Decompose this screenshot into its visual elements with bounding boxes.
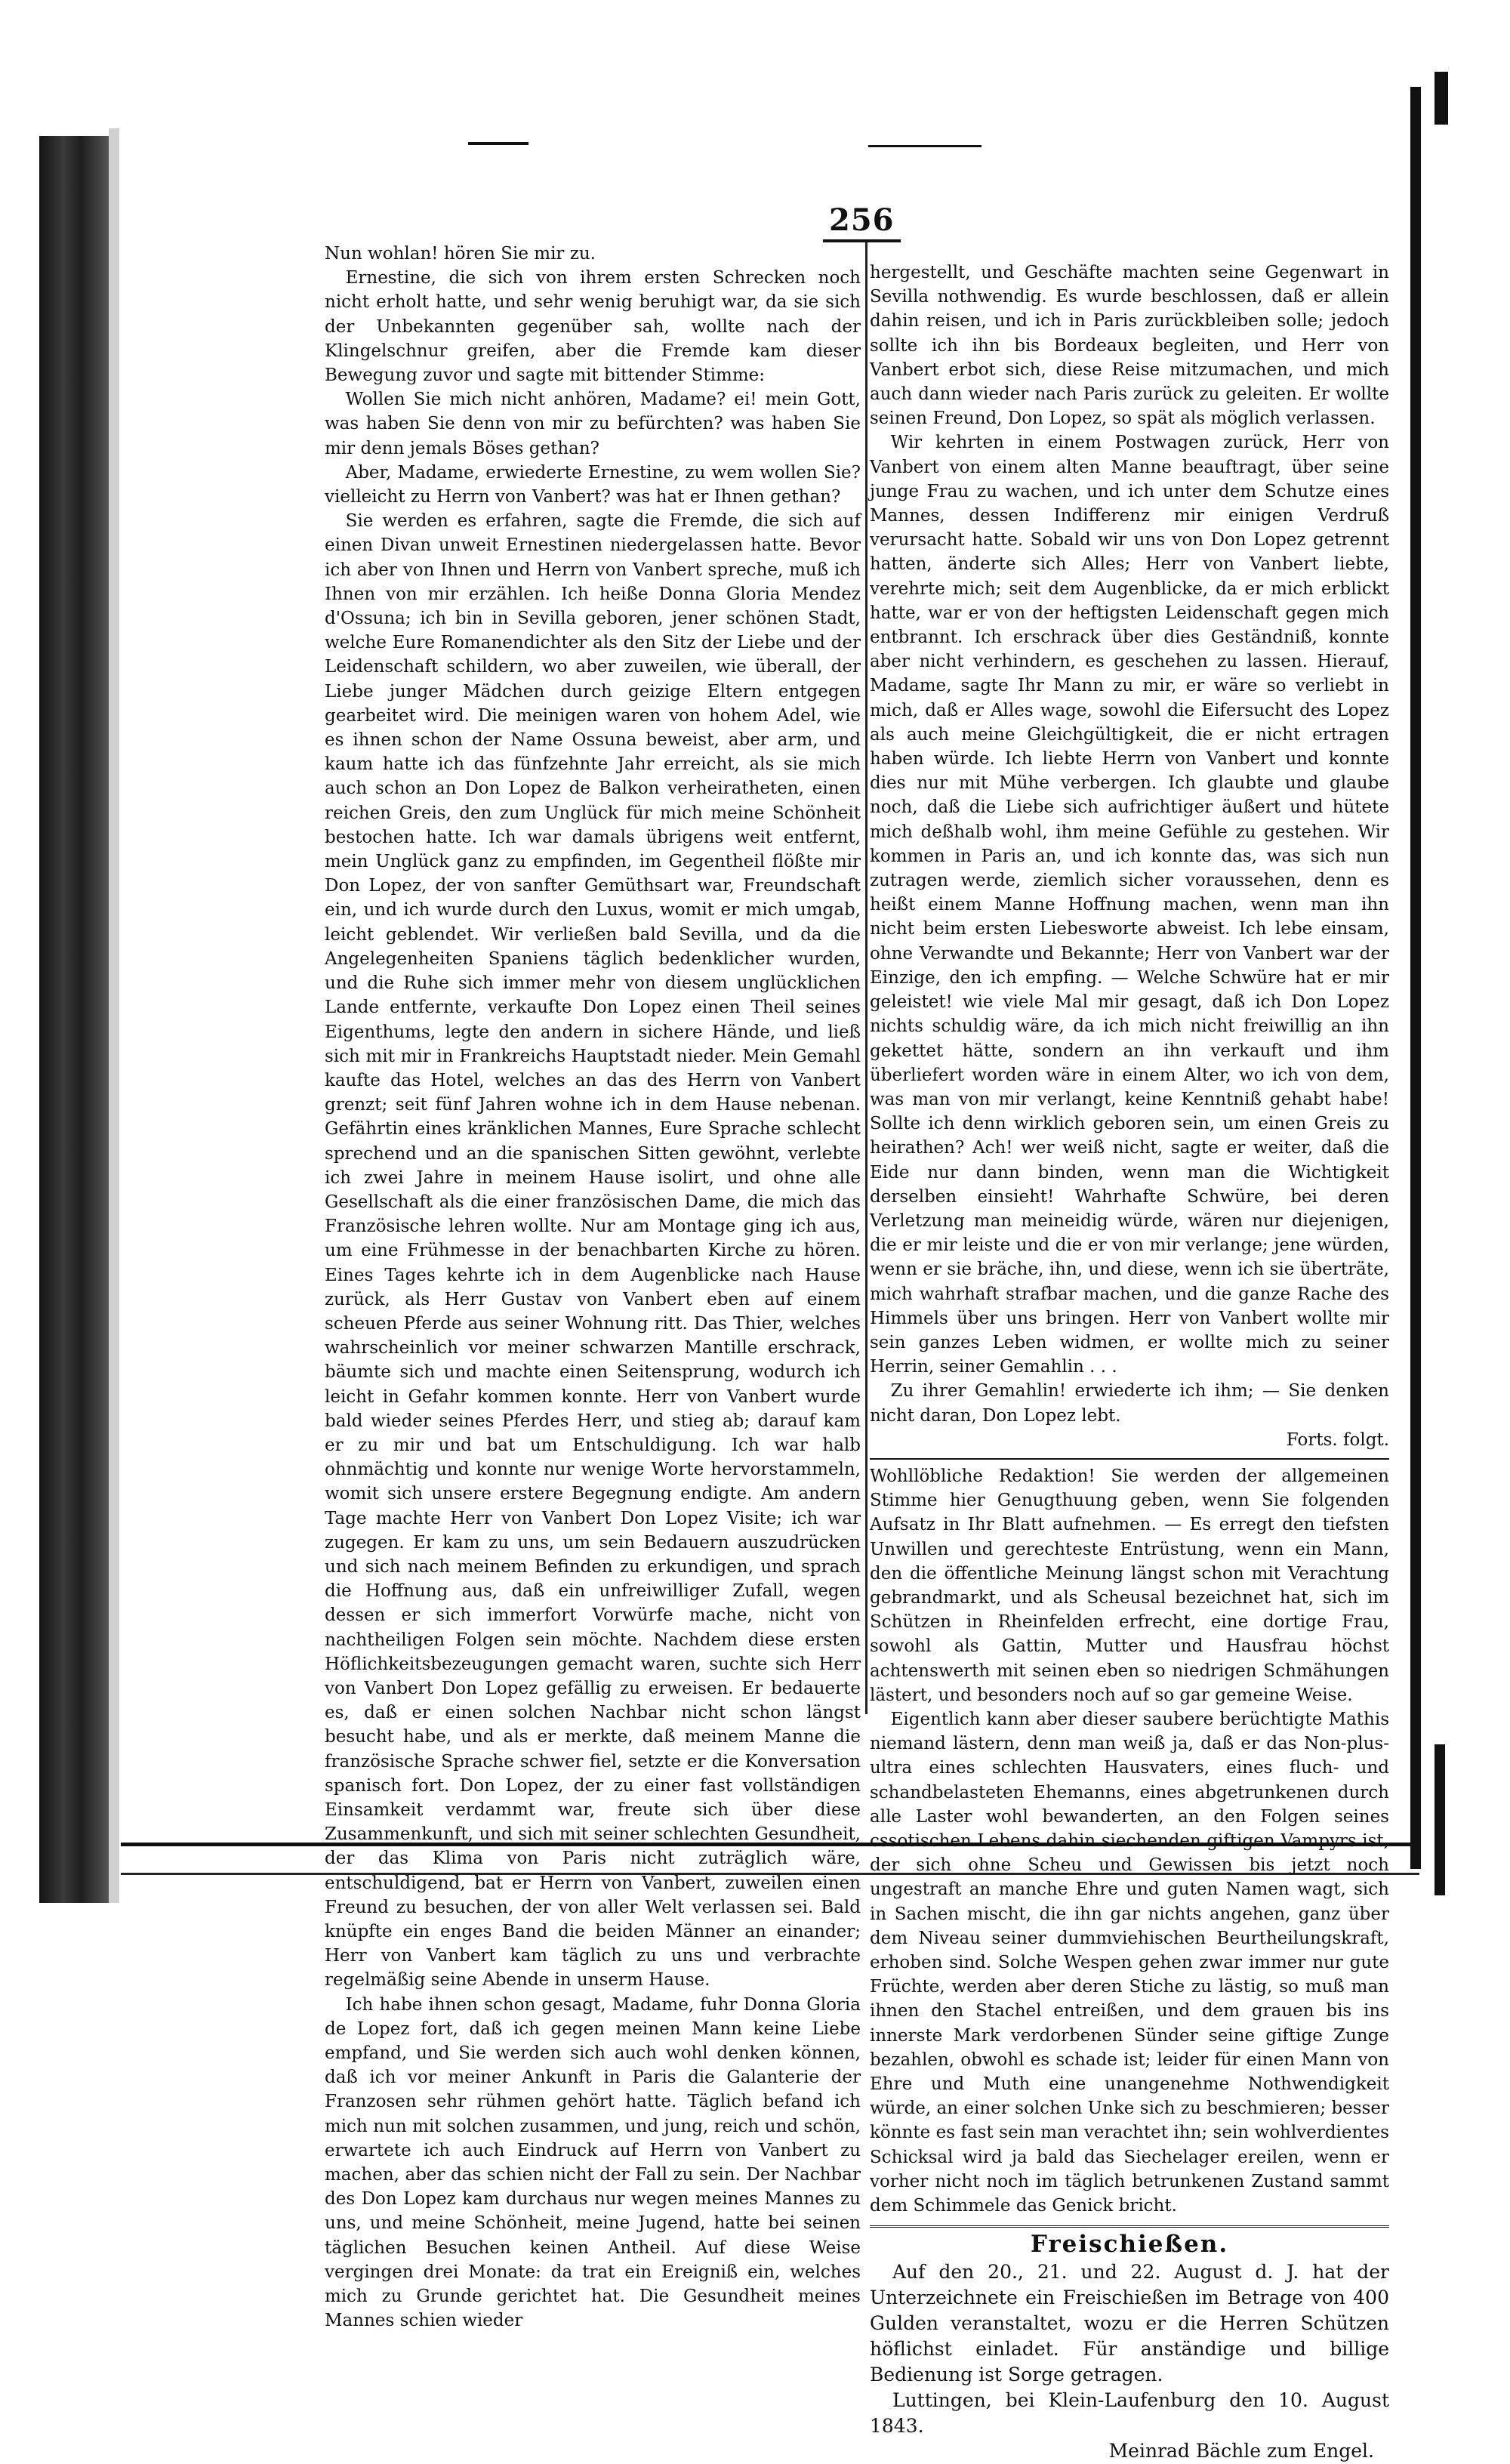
book-spine-shadow — [39, 136, 109, 1903]
paragraph: Ernestine, die sich von ihrem ersten Schrecken noch nicht erholt hatte, und sehr wenig beruhigt war, da sie sich der Unbekannten gegenüber sah, wollte nach der Klingelschnur greifen, aber die Fremde kam dieser Bewegung zuvor und sagte mit bittender Stimme: — [325, 268, 861, 386]
letter-paragraph: Eigentlich kann aber dieser saubere berüchtigte Mathis niemand lästern, denn man weiß ja, daß er das Non-plus-ultra eines schlechten Hausvaters, eines fluch- und schandbelasteten Ehemanns, eines abgetrunkenen durch alle Laster wohl bewanderten, an den Folgen seines cssotischen Lebens dahin siechenden giftigen Vampyrs ist, der sich ohne Scheu und Gewissen bis jetzt noch ungestraft an manche Ehre und guten Namen wagt, sich in Sachen mischt, die ihn gar nichts angehen, ganz über dem Niveau seiner dummviehischen Beurtheilungskraft, erhoben sind. Solche Wespen gehen zwar immer nur gute Früchte, werden aber deren Stiche zu lästig, so muß man ihnen den Stachel entreißen, und dem grauen bis ins innerste Mark verdorbenen Sünder seine giftige Zunge bezahlen, obwohl es schade ist; leider für einen Mann von Ehre und Muth eine unangenehme Nothwendigkeit würde, an einer solchen Unke sich zu beschmieren; besser könnte es fast sein man verachtet ihn; sein wohlverdientes Schicksal wird ja bald das Siechelager ereilen, wenn er vorher nicht noch im täglich betrunkenen Zustand sammt dem Schimmele das Genick bricht. — [870, 1709, 1389, 2216]
ad-title: Freischießen. — [1030, 2231, 1229, 2259]
top-rule-right — [868, 145, 982, 147]
paragraph: Zu ihrer Gemahlin! erwiederte ich ihm; — Sie denken nicht daran, Don Lopez lebt. — [870, 1381, 1389, 1426]
right-column — [870, 261, 1389, 2464]
column-divider — [865, 242, 867, 1714]
right-scan-edge-top — [1434, 72, 1448, 125]
right-scan-edge — [1410, 87, 1421, 1869]
paragraph: Wollen Sie mich nicht anhören, Madame? ei! mein Gott, was haben Sie denn von mir zu befürchten? was haben Sie mir denn jemals Böses gethan? — [325, 390, 861, 458]
ad-body: Auf den 20., 21. und 22. August d. J. hat der Unterzeichnete ein Freischießen im Betrage von 400 Gulden veranstaltet, wozu er die Herren Schützen höflichst einladet. Für anständige und billige Bedienung ist Sorge getragen. — [870, 2261, 1389, 2386]
page-number: 256 — [823, 202, 901, 242]
left-column — [325, 242, 861, 2333]
letter-paragraph: Wohllöbliche Redaktion! Sie werden der allgemeinen Stimme hier Genugthuung geben, wenn Sie folgenden Aufsatz in Ihr Blatt aufnehmen. — Es erregt den tiefsten Unwillen und gerechteste Entrüstung, wenn ein Mann, den die öffentliche Meinung längst schon mit Verachtung gebrandmarkt, und als Scheusal bezeichnet hat, sich im Schützen in Rheinfelden erfrecht, eine dortige Frau, sowohl als Gattin, Mutter und Hausfrau höchst achtenswerth mit seinen eben so niedrigen Schmähungen lästert, und besonders noch auf so gar gemeine Weise. — [870, 1466, 1389, 1705]
ad-signature: Meinrad Bächle zum Engel. — [1108, 2440, 1374, 2462]
continued-note: Forts. folgt. — [1286, 1429, 1389, 1450]
paragraph: Aber, Madame, erwiederte Ernestine, zu wem wollen Sie? vielleicht zu Herrn von Vanbert? was hat er Ihnen gethan? — [325, 462, 861, 507]
section-divider — [870, 2225, 1389, 2228]
section-divider — [870, 1458, 1389, 1460]
top-rule-left — [468, 142, 528, 145]
paragraph: Ich habe ihnen schon gesagt, Madame, fuhr Donna Gloria de Lopez fort, daß ich gegen meinen Mann keine Liebe empfand, und Sie werden sich auch wohl denken können, daß ich vor meiner Ankunft in Paris die Galanterie der Franzosen sehr rühmen gehört hatte. Täglich befand ich mich nun mit solchen zusammen, und jung, reich und schön, erwartete ich auch Eindruck auf Herrn von Vanbert zu machen, aber das schien nicht der Fall zu sein. Der Nachbar des Don Lopez kam durchaus nur wegen meines Mannes zu uns, und meine Schönheit, meine Jugend, hatte bei seinen täglichen Besuchen keinen Antheil. Auf diese Weise vergingen drei Monate: da trat ein Ereigniß ein, welches mich zu Grunde gerichtet hat. Die Gesundheit meines Mannes schien wieder — [325, 1994, 861, 2331]
paragraph: Wir kehrten in einem Postwagen zurück, Herr von Vanbert von einem alten Manne beauftragt, über seine junge Frau zu wachen, und ich unter dem Schutze eines Mannes, dessen Indifferenz mir einigen Verdruß verursacht hatte. Sobald wir uns von Don Lopez getrennt hatten, änderte sich Alles; Herr von Vanbert liebte, verehrte mich; seit dem Augenblicke, da er mich erblickt hatte, war er von der heftigsten Leidenschaft gegen mich entbrannt. Ich erschrack über dies Geständniß, konnte aber nicht verhindern, es geschehen zu lassen. Hierauf, Madame, sagte Ihr Mann zu mir, er wäre so verliebt in mich, daß er Alles wage, sowohl die Eifersucht des Lopez als auch meine Gleichgültigkeit, die er nicht ertragen haben würde. Ich liebte Herrn von Vanbert und konnte dies nur mit Mühe verbergen. Ich glaubte und glaube noch, daß die Liebe sich aufrichtiger äußert und hütete mich deßhalb wohl, ihm meine Gefühle zu gestehen. Wir kommen in Paris an, und ich konnte das, was sich nun zutragen werde, ziemlich sicher voraussehen, denn es heißt einem Manne Hoffnung machen, wenn man ihn nicht beim ersten Liebesworte abweist. Ich lebe einsam, ohne Verwandte und Bekannte; Herr von Vanbert war der Einzige, den ich empfing. — Welche Schwüre hat er mir geleistet! wie viele Mal mir gesagt, daß ich Don Lopez nichts schuldig wäre, da ich mich nicht freiwillig an ihn gekettet hätte, sondern an ihn verkauft und ihm überliefert worden wäre in einem Alter, wo ich von dem, was man von mir verlangt, keine Kenntniß gehabt habe! Sollte ich denn wirklich geboren sein, um einen Greis zu heirathen? Ach! wer weiß nicht, sagte er weiter, daß die Eide nur dann binden, wenn man die Wichtigkeit derselben einsieht! Wahrhafte Schwüre, bei deren Verletzung man meineidig würde, wären nur diejenigen, die er mir leiste und die er von mir verlange; jene würden, wenn er sie bräche, ihn, und diese, wenn ich sie überträte, mich wahrhaft strafbar machen, und die ganze Rache des Himmels über uns bringen. Herr von Vanbert wollte mir sein ganzes Leben widmen, er wollte mich zu seiner Herrin, seiner Gemahlin . . . — [870, 433, 1389, 1377]
paragraph: Nun wohlan! hören Sie mir zu. — [325, 244, 596, 264]
ad-dateline: Luttingen, bei Klein-Laufenburg den 10. August 1843. — [870, 2389, 1389, 2438]
paragraph: hergestellt, und Geschäfte machten seine Gegenwart in Sevilla nothwendig. Es wurde beschlossen, daß er allein dahin reisen, und ich in Paris zurückbleiben solle; jedoch sollte ich ihn bis Bordeaux begleiten, und Herr von Vanbert erbot sich, diese Reise mitzumachen, und mich auch dann wieder nach Paris zurück zu geleiten. Er wollte seinen Freund, Don Lopez, so spät als möglich verlassen. — [870, 263, 1389, 429]
right-scan-edge-bottom — [1434, 1744, 1445, 1895]
page-edge — [109, 128, 119, 1903]
paragraph: Sie werden es erfahren, sagte die Fremde, die sich auf einen Divan unweit Ernestinen niedergelassen hatte. Bevor ich aber von Ihnen und Herrn von Vanbert spreche, muß ich Ihnen von mir erzählen. Ich heiße Donna Gloria Mendez d'Ossuna; ich bin in Sevilla geboren, jener schönen Stadt, welche Eure Romanendichter als den Sitz der Liebe und der Leidenschaft schildern, wo aber zuweilen, wie überall, der Liebe junger Mädchen durch geizige Eltern entgegen gearbeitet wird. Die meinigen waren von hohem Adel, wie es ihnen schon der Name Ossuna beweist, aber arm, und kaum hatte ich das fünfzehnte Jahr erreicht, als sie mich auch schon an Don Lopez de Balkon verheiratheten, einen reichen Greis, den zum Unglück für mich meine Schönheit bestochen hatte. Ich war damals übrigens weit entfernt, mein Unglück ganz zu empfinden, im Gegentheil flößte mir Don Lopez, der von sanfter Gemüthsart war, Freundschaft ein, und ich wurde durch den Luxus, womit er mich umgab, leicht geblendet. Wir verließen bald Sevilla, und da die Angelegenheiten Spaniens täglich bedenklicher wurden, und die Ruhe sich immer mehr von diesem unglücklichen Lande entfernte, verkaufte Don Lopez einen Theil seines Eigenthums, legte den andern in sichere Hände, und ließ sich mit mir in Frankreichs Hauptstadt nieder. Mein Gemahl kaufte das Hotel, welches an das des Herrn von Vanbert grenzt; seit fünf Jahren wohne ich in dem Hause nebenan. Gefährtin eines kränklichen Mannes, Eure Sprache schlecht sprechend und an die spanischen Sitten gewöhnt, verlebte ich zwei Jahre in meinem Hause isolirt, und ohne alle Gesellschaft als die einer französischen Dame, die mich das Französische lehren wollte. Nur am Montage ging ich aus, um eine Frühmesse in der benachbarten Kirche zu hören. Eines Tages kehrte ich in dem Augenblicke nach Hause zurück, als Herr Gustav von Vanbert eben auf einem scheuen Pferde aus seiner Wohnung ritt. Das Thier, welches wahrscheinlich vor meiner schwarzen Mantille erschrack, bäumte sich und machte einen Seitensprung, wodurch ich leicht in Gefahr kommen konnte. Herr von Vanbert wurde bald wieder seines Pferdes Herr, und stieg ab; darauf kam er zu mir und bat um Entschuldigung. Ich war halb ohnmächtig und konnte nur wenige Worte hervorstammeln, womit sich unsere erstere Begegnung endigte. Am andern Tage machte Herr von Vanbert Don Lopez Visite; ich war zugegen. Er kam zu uns, um sein Bedauern auszudrücken und sich nach meinem Befinden zu erkundigen, und sprach die Hoffnung aus, daß ein unfreiwilliger Zufall, wegen dessen er sich immerfort Vorwürfe mache, nicht von nachtheiligen Folgen sein möchte. Nachdem diese ersten Höflichkeitsbezeugungen gemacht waren, suchte sich Herr von Vanbert Don Lopez gefällig zu erweisen. Er bedauerte es, daß er einen solchen Nachbar nicht schon längst besucht habe, und als er merkte, daß meinem Manne die französische Sprache schwer fiel, setzte er die Konversation spanisch fort. Don Lopez, der zu einer fast vollständigen Einsamkeit verdammt war, freute sich über diese Zusammenkunft, und sich mit seiner schlechten Gesundheit, der das Klima von Paris nicht zuträglich wäre, entschuldigend, bat er Herrn von Vanbert, zuweilen einen Freund zu besuchen, der von aller Welt verlassen sei. Bald knüpfte ein enges Band die beiden Männer an einander; Herr von Vanbert kam täglich zu uns und verbrachte regelmäßig seine Abende in unserm Hause. — [325, 511, 861, 1991]
